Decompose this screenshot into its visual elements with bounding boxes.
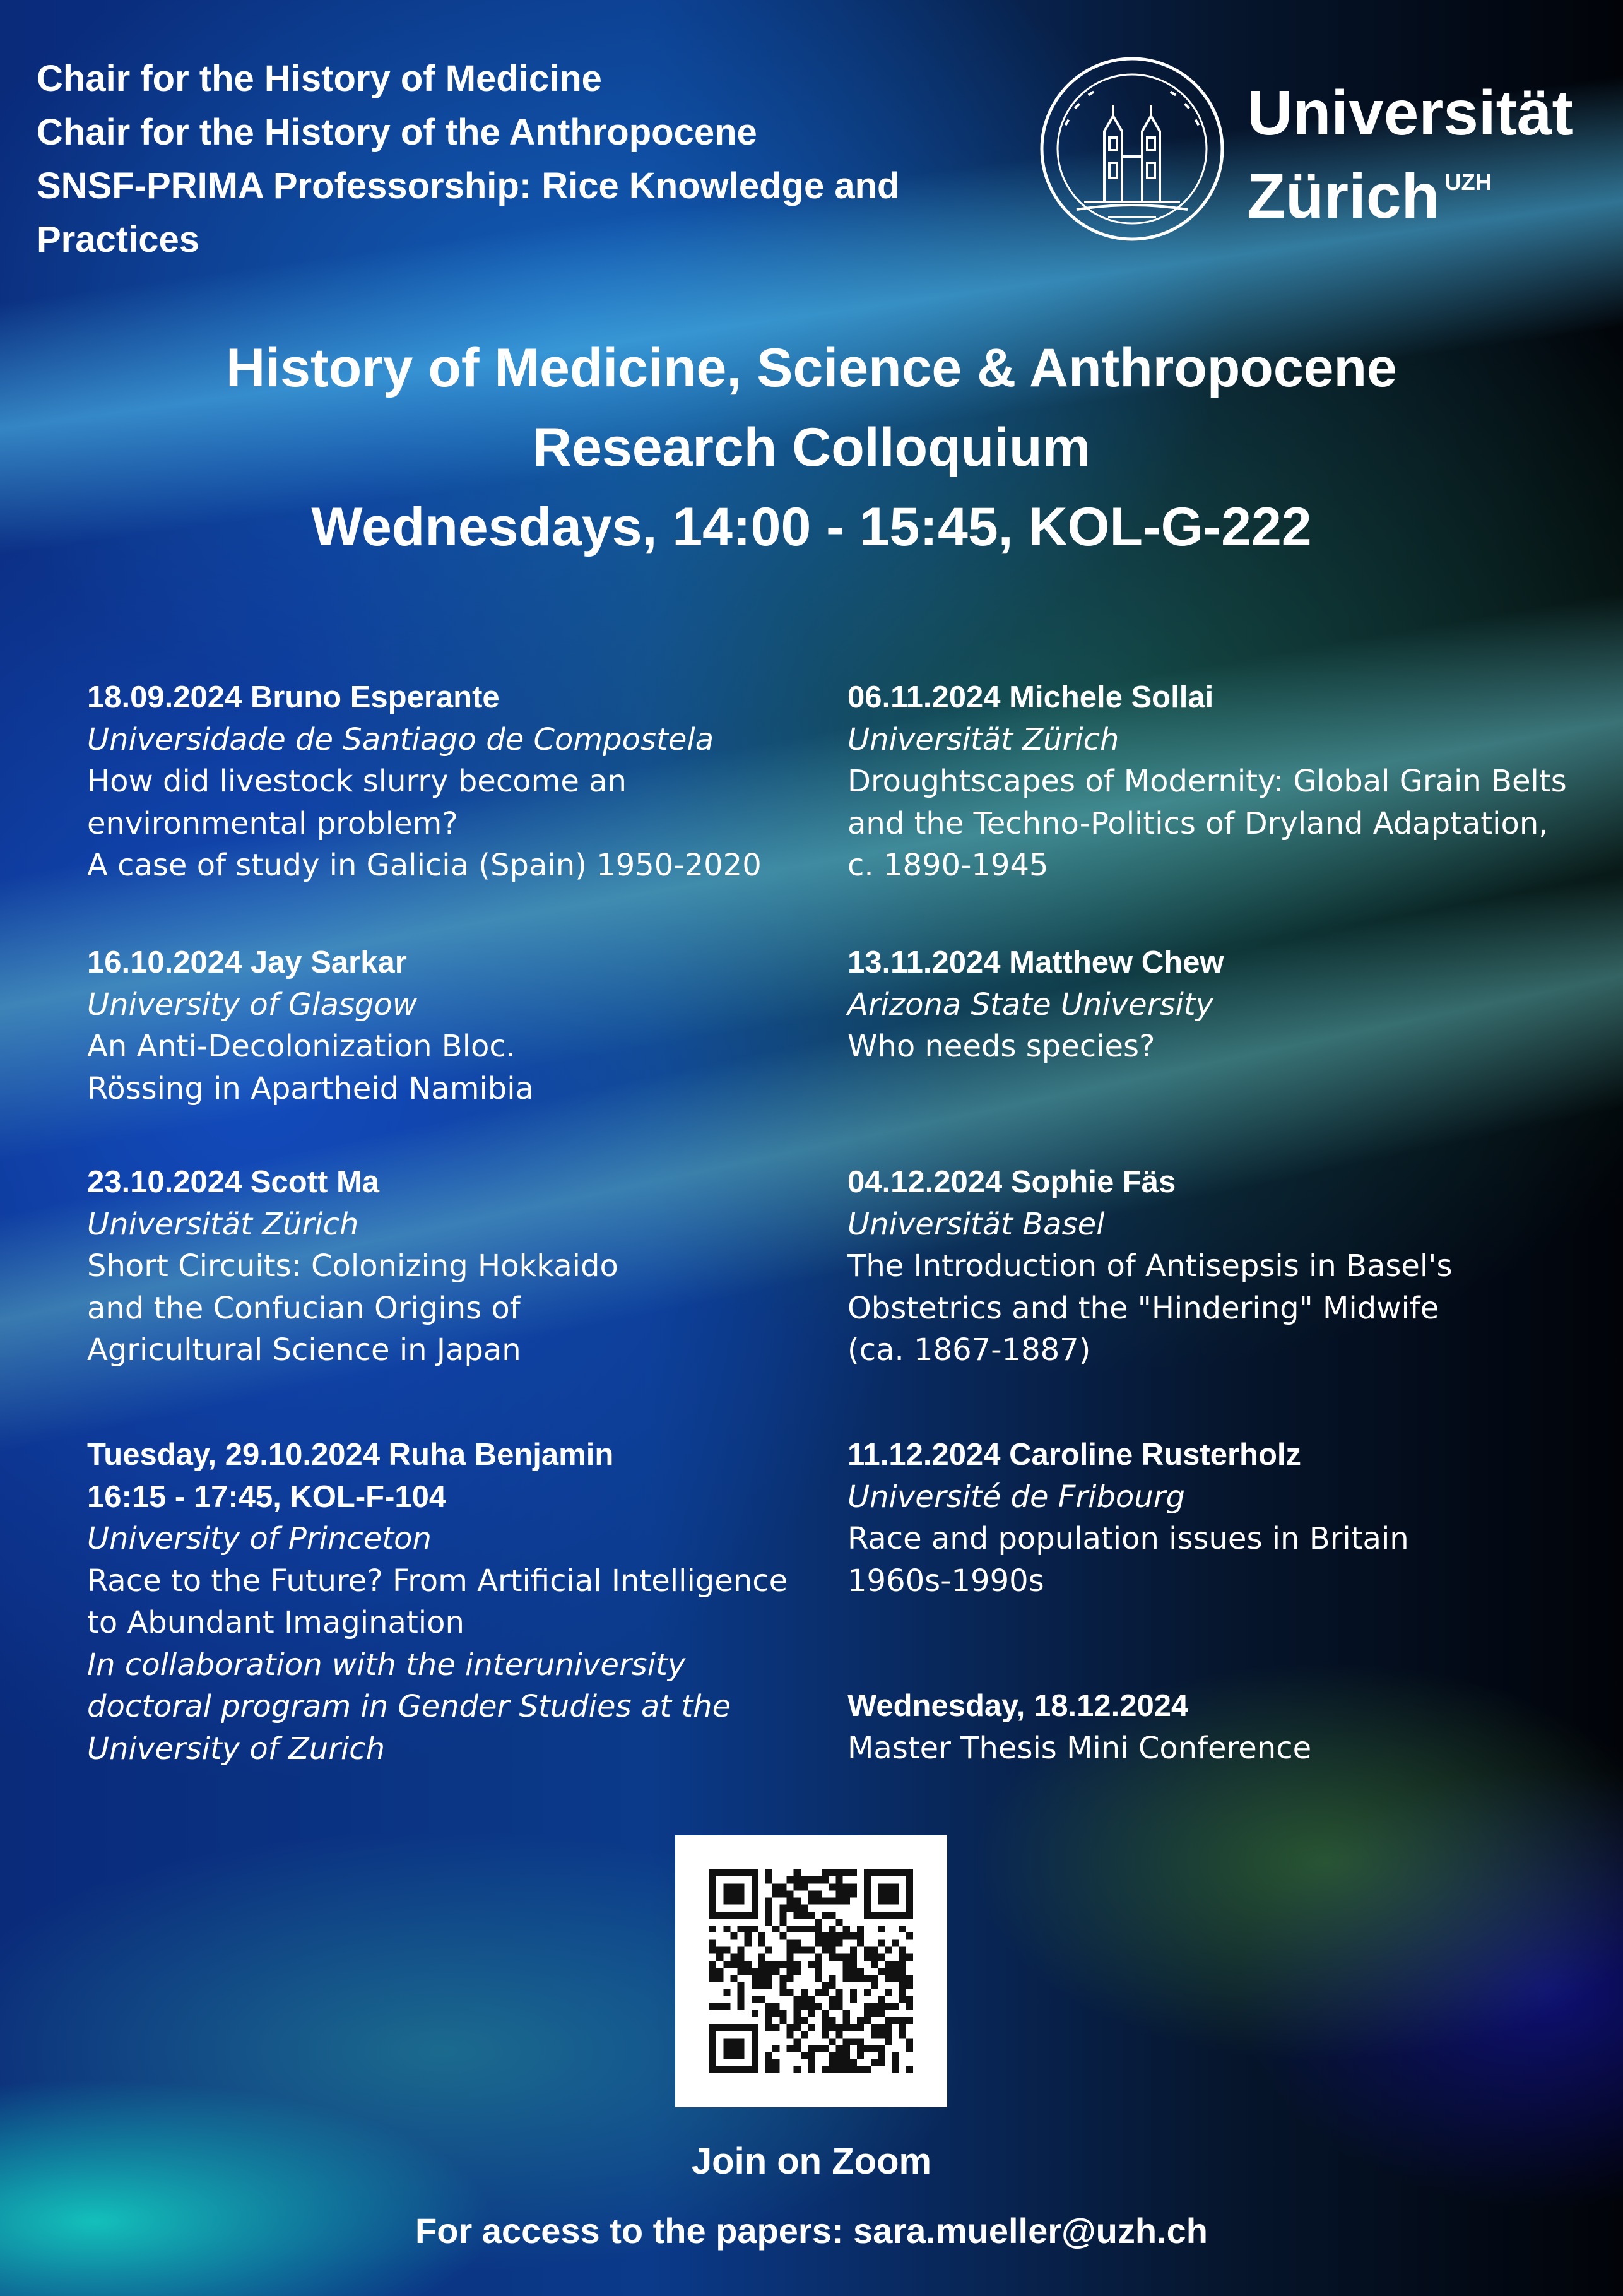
talk-institution: University of Glasgow: [87, 986, 417, 1022]
talk-note: doctoral program in Gender Studies at the: [87, 1689, 731, 1724]
talk-entry: [847, 1685, 1311, 1769]
talk-title: (ca. 1867-1887): [847, 1332, 1091, 1368]
talk-title: How did livestock slurry become an: [87, 764, 627, 799]
talk-entry: [847, 1434, 1409, 1602]
talk-title: 1960s-1990s: [847, 1563, 1044, 1599]
talk-title: environmental problem?: [87, 805, 458, 841]
title-line: Research Colloquium: [532, 417, 1091, 478]
university-name-line1: Universität: [1247, 78, 1573, 148]
talk-entry: [847, 1161, 1452, 1371]
talk-title: to Abundant Imagination: [87, 1605, 464, 1640]
schedule-line: Wednesdays, 14:00 - 15:45, KOL-G-222: [311, 497, 1312, 557]
talk-title: Race and population issues in Britain: [847, 1521, 1409, 1556]
talk-date-speaker: 13.11.2024 Matthew Chew: [847, 945, 1224, 979]
organizer-line: Chair for the History of the Anthropocene: [37, 112, 757, 153]
talk-title: c. 1890-1945: [847, 848, 1049, 883]
talk-entry: [87, 677, 762, 887]
organizer-line: Chair for the History of Medicine: [37, 58, 602, 99]
talk-title: and the Techno-Politics of Dryland Adaptation,: [847, 805, 1549, 841]
zoom-qr-code[interactable]: [675, 1835, 947, 2107]
talk-title: Master Thesis Mini Conference: [847, 1730, 1312, 1766]
talk-title: Race to the Future? From Artificial Intelligence: [87, 1563, 788, 1599]
university-name-line2: Zürich: [1247, 161, 1440, 232]
join-zoom-text: Join on Zoom: [691, 2141, 932, 2182]
talk-institution: Arizona State University: [847, 986, 1214, 1022]
university-abbreviation: UZH: [1444, 169, 1492, 195]
university-seal-icon: [1039, 56, 1225, 242]
talk-title: Agricultural Science in Japan: [87, 1332, 521, 1368]
university-wordmark: [1247, 78, 1573, 231]
qr-code-icon: [709, 1869, 913, 2073]
talk-institution: Universität Zürich: [87, 1206, 359, 1242]
talk-institution: Universität Basel: [847, 1206, 1105, 1242]
title-line: History of Medicine, Science & Anthropocene: [226, 338, 1397, 398]
talk-entry: [87, 1161, 618, 1371]
talk-title: An Anti-Decolonization Bloc.: [87, 1029, 516, 1064]
talk-entry: [847, 677, 1567, 887]
university-logo: [1039, 56, 1607, 239]
talk-institution: University of Princeton: [87, 1521, 432, 1556]
talk-title: A case of study in Galicia (Spain) 1950-2020: [87, 848, 762, 883]
colloquium-title: [0, 328, 1623, 567]
talk-title: Obstetrics and the "Hindering" Midwife: [847, 1290, 1439, 1326]
organizer-line: SNSF-PRIMA Professorship: Rice Knowledge and: [37, 165, 900, 206]
talk-date-speaker: 11.12.2024 Caroline Rusterholz: [847, 1438, 1301, 1472]
talk-date-speaker: 18.09.2024 Bruno Esperante: [87, 680, 500, 714]
talk-date-speaker: 04.12.2024 Sophie Fäs: [847, 1165, 1176, 1199]
papers-access-contact: For access to the papers: sara.mueller@uzh.ch: [415, 2211, 1208, 2251]
talk-note: University of Zurich: [87, 1731, 386, 1766]
talk-entry: [847, 942, 1224, 1068]
talk-title: Droughtscapes of Modernity: Global Grain Belts: [847, 764, 1567, 799]
talk-title: and the Confucian Origins of: [87, 1290, 521, 1326]
talk-title: Short Circuits: Colonizing Hokkaido: [87, 1248, 618, 1284]
talk-title: Rössing in Apartheid Namibia: [87, 1070, 534, 1106]
talk-institution: Université de Fribourg: [847, 1479, 1185, 1515]
talk-date-speaker: 23.10.2024 Scott Ma: [87, 1165, 380, 1199]
talk-note: In collaboration with the interuniversity: [87, 1647, 686, 1683]
organizer-line: Practices: [37, 219, 199, 260]
talk-entry: [87, 1434, 788, 1770]
talk-date-speaker: 16.10.2024 Jay Sarkar: [87, 945, 407, 979]
talk-time-room: 16:15 - 17:45, KOL-F-104: [87, 1479, 447, 1514]
talk-entry: [87, 942, 534, 1110]
talk-title: The Introduction of Antisepsis in Basel's: [847, 1248, 1453, 1284]
talk-title: Who needs species?: [847, 1029, 1155, 1064]
organizer-list: [37, 52, 1021, 266]
talk-date-speaker: 06.11.2024 Michele Sollai: [847, 680, 1214, 714]
talk-date-speaker: Tuesday, 29.10.2024 Ruha Benjamin: [87, 1438, 614, 1472]
talk-date-speaker: Wednesday, 18.12.2024: [847, 1689, 1189, 1723]
talk-institution: Universidade de Santiago de Compostela: [87, 721, 714, 757]
talk-institution: Universität Zürich: [847, 721, 1119, 757]
